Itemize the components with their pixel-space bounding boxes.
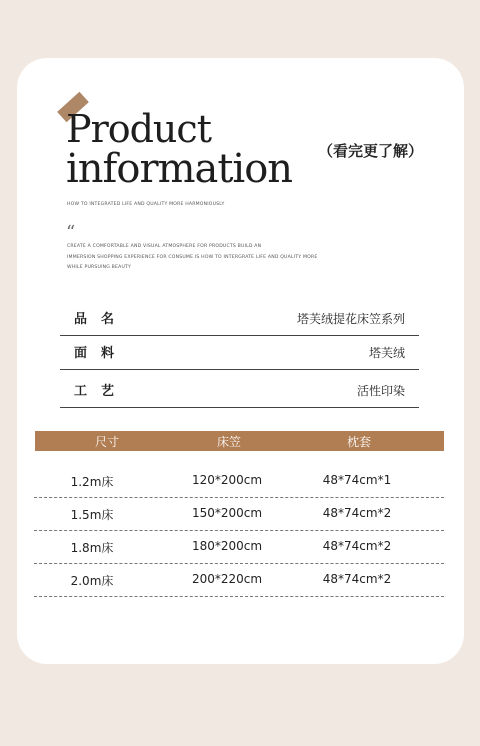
table-row [34, 465, 444, 498]
cell-pillowcase: 48*74cm*2 [322, 572, 392, 586]
info-value: 塔芙绒提花床笠系列 [296, 312, 405, 326]
table-row [34, 564, 444, 597]
info-row-craft [60, 373, 419, 408]
table-row [34, 531, 444, 564]
title-line-1: Product [66, 107, 211, 151]
cell-pillowcase: 48*74cm*2 [322, 506, 392, 520]
cell-size: 1.2m床 [70, 475, 114, 489]
cell-size: 2.0m床 [70, 574, 114, 588]
description-line-3: WHILE PURSUING BEAUTY [67, 265, 132, 270]
info-label: 工艺 [74, 384, 129, 399]
subnote: （看完更了解） [318, 142, 424, 160]
info-label: 品名 [74, 312, 129, 327]
cell-fitted-sheet: 120*200cm [191, 473, 263, 487]
info-label: 面料 [74, 346, 129, 361]
header-pillowcase: 枕套 [346, 435, 371, 449]
description-line-1: CREATE A COMFORTABLE AND VISUAL ATMOSPHERE FOR PRODUCTS BUILD AN [67, 244, 262, 249]
info-value: 活性印染 [356, 384, 405, 398]
info-value: 塔芙绒 [368, 346, 405, 360]
header-fitted-sheet: 床笠 [216, 435, 241, 449]
cell-fitted-sheet: 180*200cm [191, 539, 263, 553]
tagline: HOW TO INTEGRATED LIFE AND QUALITY MORE HARMONIOUSLY [67, 202, 225, 207]
header-size: 尺寸 [94, 435, 119, 449]
cell-fitted-sheet: 150*200cm [191, 506, 263, 520]
quote-mark-icon: “ [66, 222, 76, 243]
info-row-name [60, 301, 419, 336]
cell-size: 1.8m床 [70, 541, 114, 555]
table-header [35, 431, 444, 451]
title-line-2: information [66, 146, 293, 192]
cell-pillowcase: 48*74cm*2 [322, 539, 392, 553]
description-line-2: IMMERSION SHOPPING EXPERIENCE FOR CONSUME IS HOW TO INTERGRATE LIFE AND QUALITY MORE [67, 255, 318, 260]
cell-pillowcase: 48*74cm*1 [322, 473, 392, 487]
cell-fitted-sheet: 200*220cm [191, 572, 263, 586]
table-row [34, 498, 444, 531]
cell-size: 1.5m床 [70, 508, 114, 522]
info-row-fabric [60, 335, 419, 370]
